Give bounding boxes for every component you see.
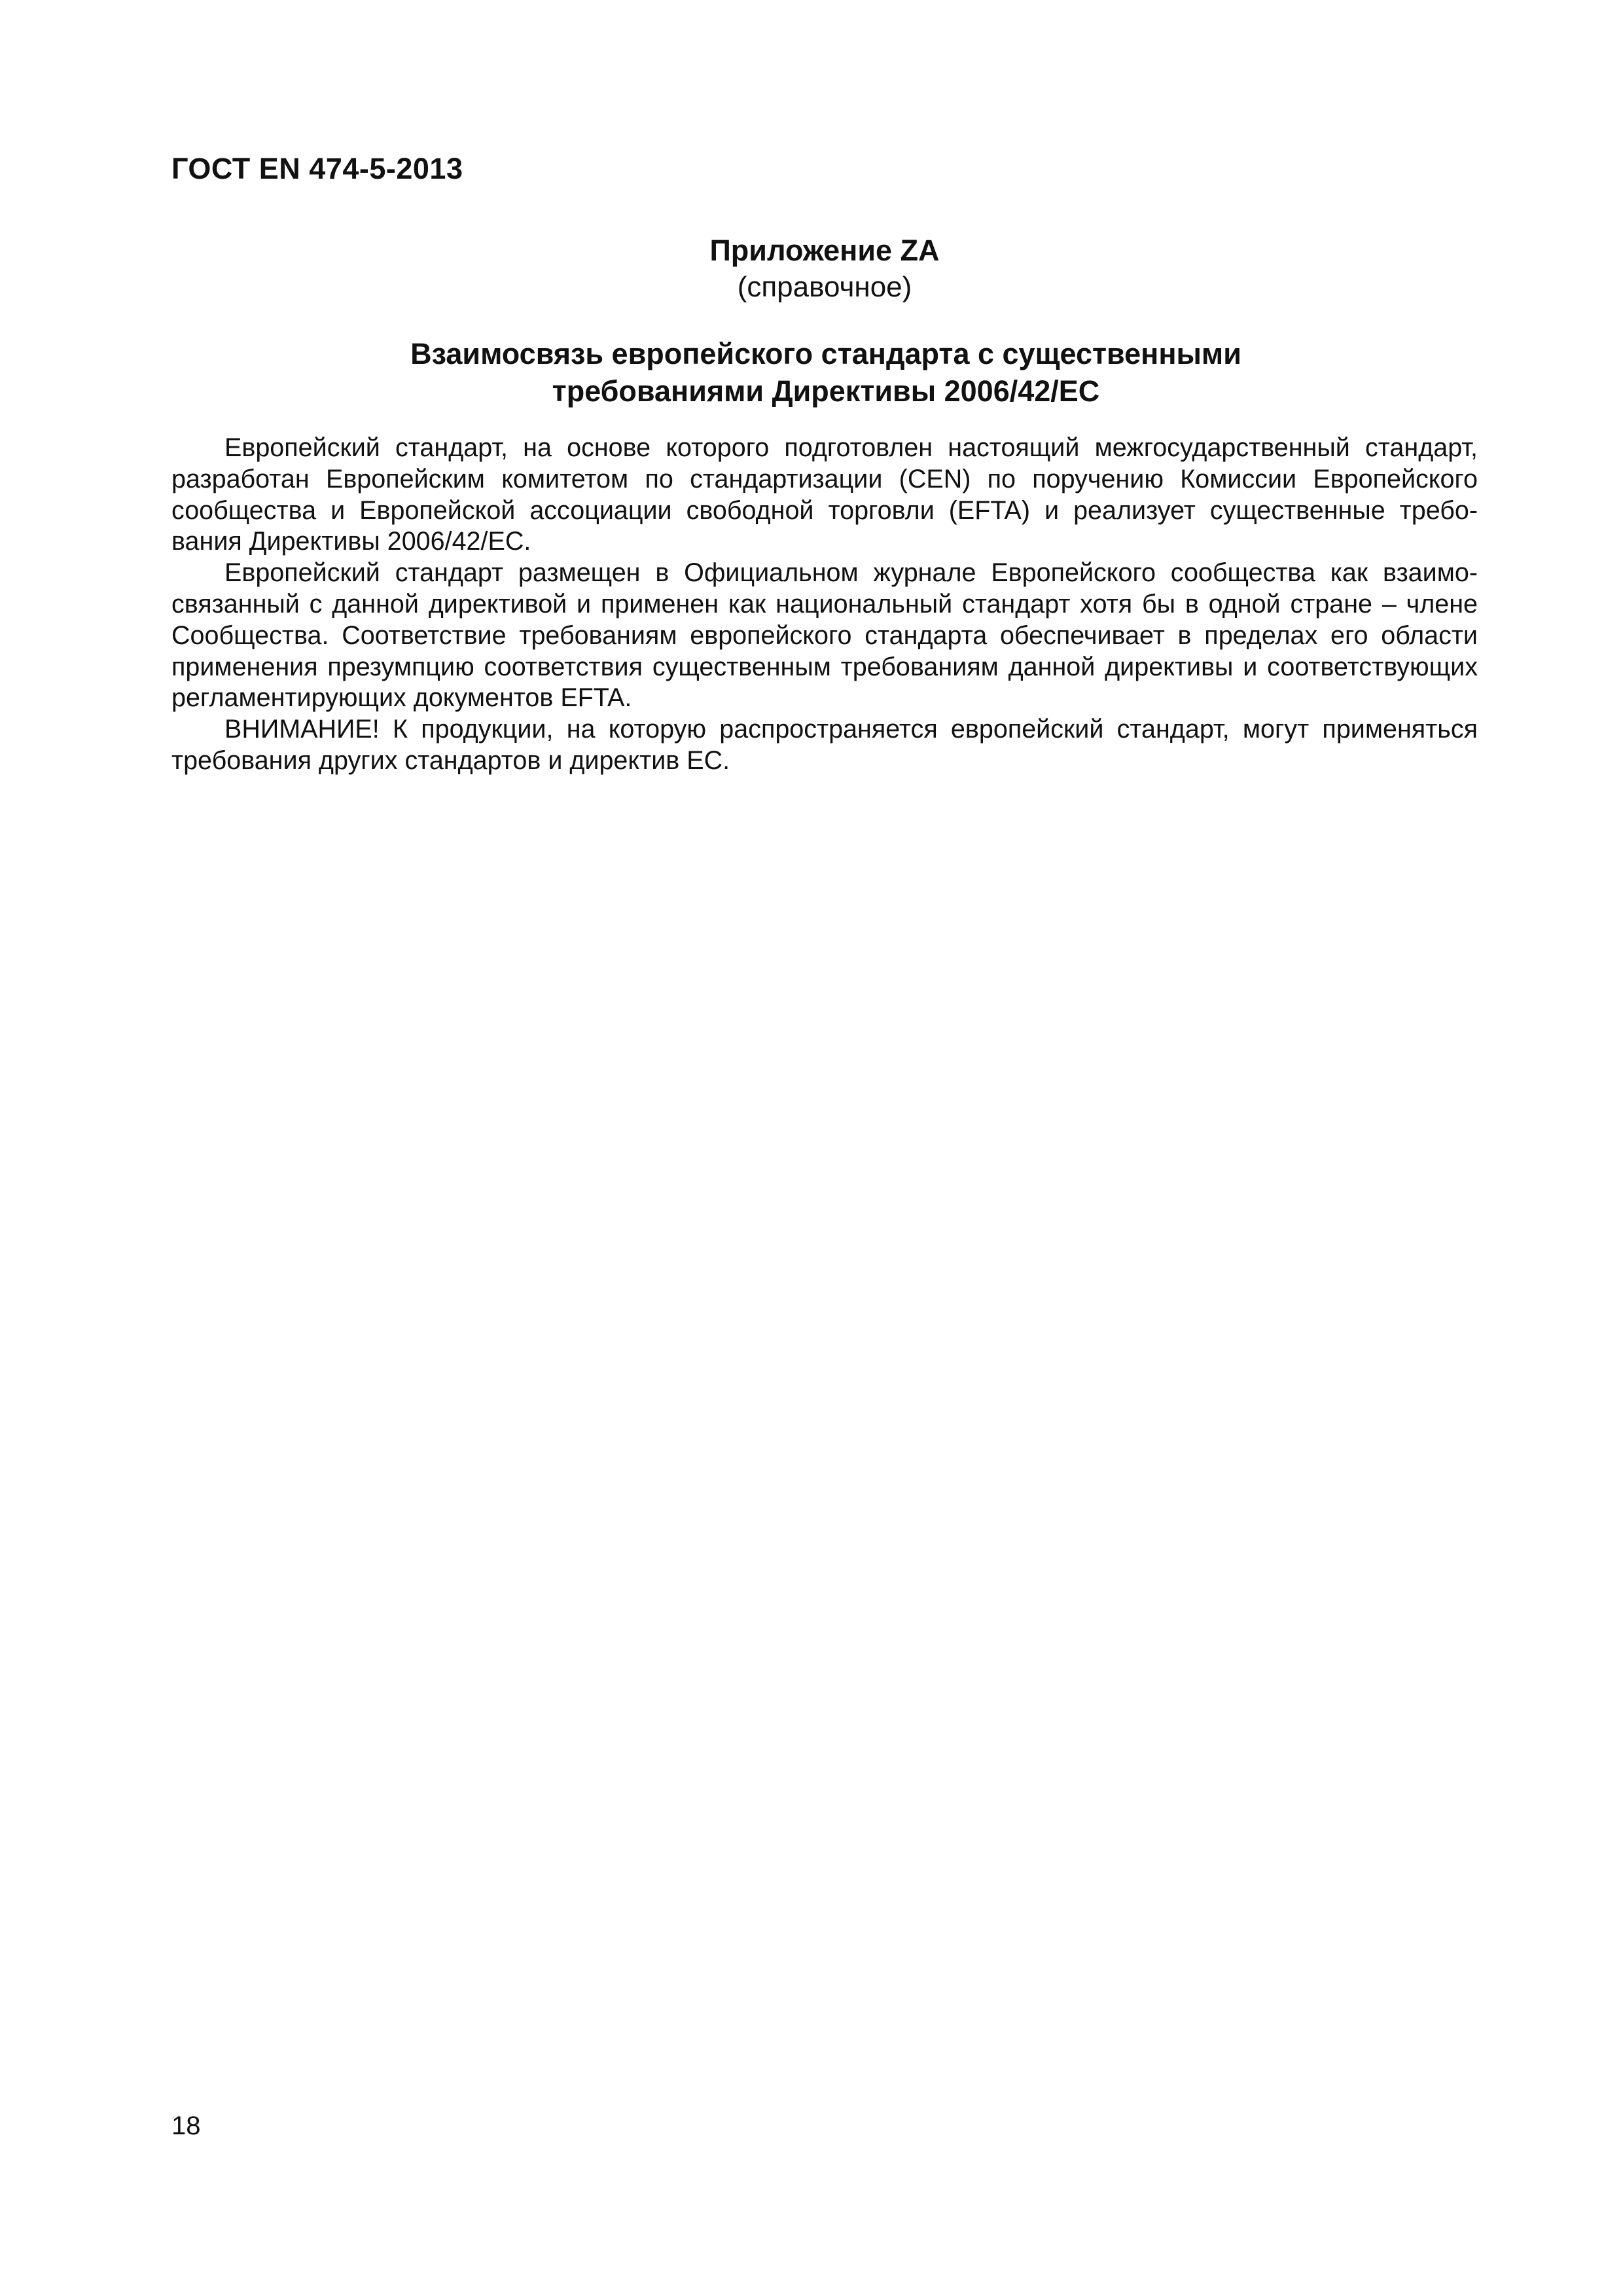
text-line: Европейский стандарт, на основе которого подготовлен настоящий межгосударственный стандарт, bbox=[224, 433, 1478, 462]
text-line: вания Директивы 2006/42/ЕС. bbox=[171, 527, 531, 556]
text-line: сообщества и Европейской ассоциации свободной торговли (EFTA) и реализует существенные требо- bbox=[171, 495, 1478, 525]
annex-heading-line: требованиями Директивы 2006/42/ЕС bbox=[552, 374, 1100, 408]
paragraph-2 bbox=[171, 558, 1478, 714]
text-line: ВНИМАНИЕ! К продукции, на которую распространяется европейский стандарт, могут применяться bbox=[224, 715, 1478, 744]
annex-type: (справочное) bbox=[737, 271, 912, 303]
text-line: разработан Европейским комитетом по стандартизации (CEN) по поручению Комиссии Европейского bbox=[171, 464, 1478, 493]
text-line: регламентирующих документов EFTA. bbox=[171, 683, 632, 713]
annex-heading bbox=[171, 335, 1480, 410]
text-line: Сообщества. Соответствие требованиям европейского стандарта обеспечивает в пределах его области bbox=[171, 620, 1478, 650]
text-line: связанный с данной директивой и применен как национальный стандарт хотя бы в одной стране – члене bbox=[171, 589, 1478, 619]
annex-body bbox=[171, 433, 1478, 777]
text-line: Европейский стандарт размещен в Официальном журнале Европейского сообщества как взаимо- bbox=[224, 558, 1478, 588]
paragraph-3 bbox=[171, 714, 1478, 777]
document-code: ГОСТ EN 474-5-2013 bbox=[171, 152, 463, 185]
text-line: применения презумпцию соответствия существенным требованиям данной директивы и соответствующих bbox=[171, 652, 1478, 681]
annex-heading-line: Взаимосвязь европейского стандарта с существенными bbox=[410, 337, 1241, 370]
annex-title: Приложение ZA bbox=[709, 234, 940, 267]
paragraph-1 bbox=[171, 433, 1478, 558]
page-number: 18 bbox=[171, 2111, 201, 2140]
text-line: требования других стандартов и директив ЕС. bbox=[171, 745, 730, 775]
